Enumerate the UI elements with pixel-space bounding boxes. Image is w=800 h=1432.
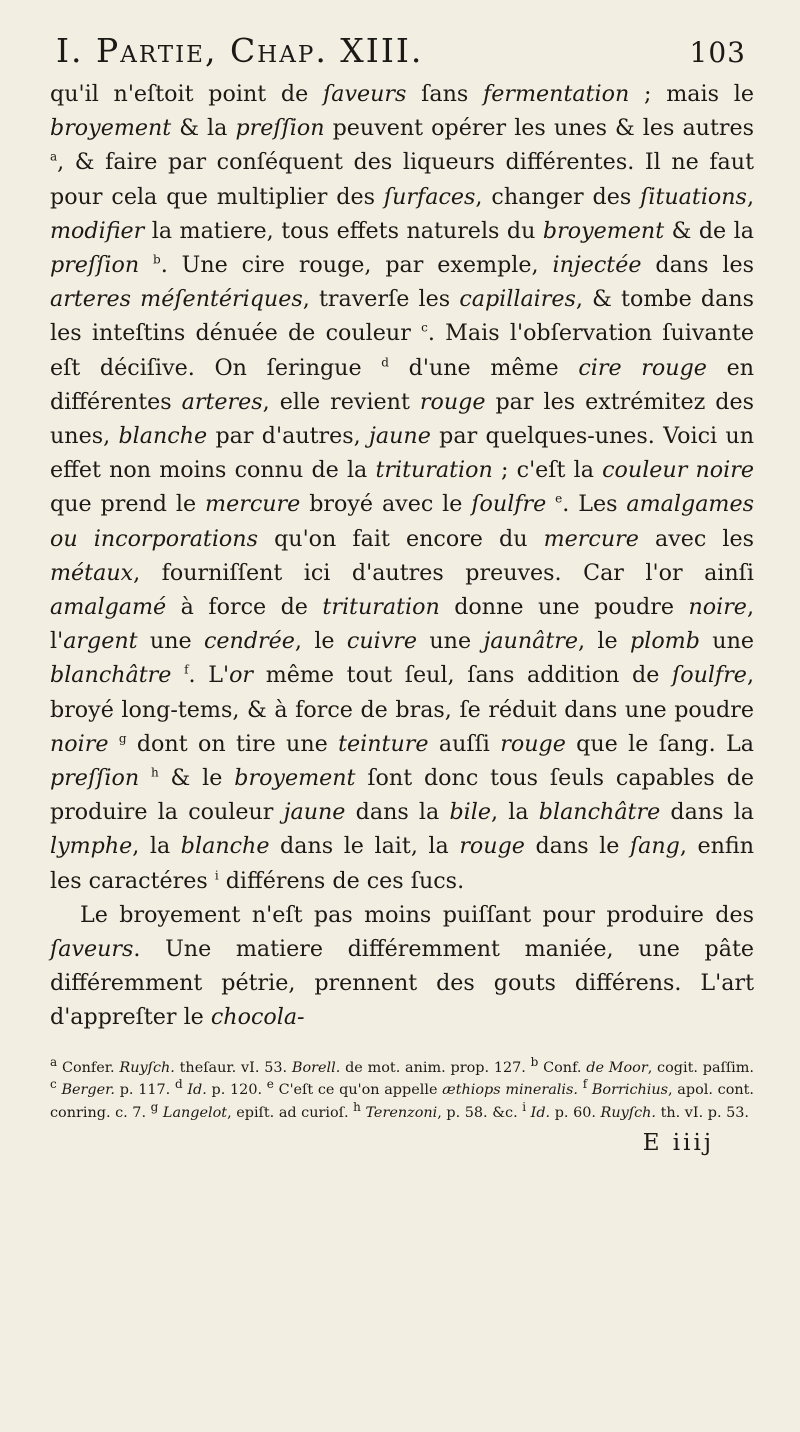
paragraph-2: Le broyement n'eſt pas moins puiſſant pour produire des ſaveurs. Une matiere différemment maniée, une pâte différemment pétrie, prennent des gouts différens. L'art d'appreſter le chocola- (50, 901, 754, 1031)
running-header (56, 31, 746, 70)
footnotes (50, 1054, 755, 1125)
footnote-text: $^a$ Confer. Ruyſch. theſaur. vI. 53. Borell. de mot. anim. prop. 127. $^b$ Conf. de Moor, cogit. paſſim. $^c$ Berger. p. 117. $^d$ Id. p. 120. $^e$ C'eſt ce qu'on appelle æthiops mineralis. $^f$ Borrichius, apol. cont. conring. c. 7. $^g$ Langelot, epiſt. ad curioſ. $^h$ Terenzoni, p. 58. &c. $^i$ Id. p. 60. Ruyſch. th. vI. p. 53. (50, 1054, 755, 1121)
page-number: 103 (689, 36, 746, 69)
body-text (50, 77, 754, 1035)
paragraph-1: qu'il n'eſtoit point de ſaveurs ſans fermentation ; mais le broyement & la preſſion peuvent opérer les unes & les autres $^a$, & faire par conſéquent des liqueurs différentes. Il ne faut pour cela que multiplier des ſurfaces, changer des ſituations, modifier la matiere, tous effets naturels du broyement & de la preſſion $^b$. Une cire rouge, par exemple, injectée dans les arteres méſentériques, traverſe les capillaires, & tombe dans les inteſtins dénuée de couleur $^c$. Mais l'obſervation ſuivante eſt déciſive. On ſeringue $^d$ d'une même cire rouge en différentes arteres, elle revient rouge par les extrémitez des unes, blanche par d'autres, jaune par quelques-unes. Voici un effet non moins connu de la trituration ; c'eſt la couleur noire que prend le mercure broyé avec le ſoulfre $^e$. Les amalgames ou incorporations qu'on fait encore du mercure avec les métaux, fourniſſent ici d'autres preuves. Car l'or ainſi amalgamé à force de trituration donne une poudre noire, l'argent une cendrée, le cuivre une jaunâtre, le plomb une blanchâtre $^f$. L'or même tout ſeul, ſans addition de ſoulfre, broyé long-tems, & à force de bras, ſe réduit dans une poudre noire $^g$ dont on tire une teinture auſſi rouge que le ſang. La preſſion $^h$ & le broyement ſont donc tous ſeuls capables de produire la couleur jaune dans la bile, la blanchâtre dans la lymphe, la blanche dans le lait, la rouge dans le ſang, enfin les caractéres $^i$ différens de ces ſucs. (50, 81, 755, 894)
running-title: I. Partie, Chap. XIII. (56, 31, 424, 70)
signature-mark: E iiij (642, 1130, 714, 1157)
